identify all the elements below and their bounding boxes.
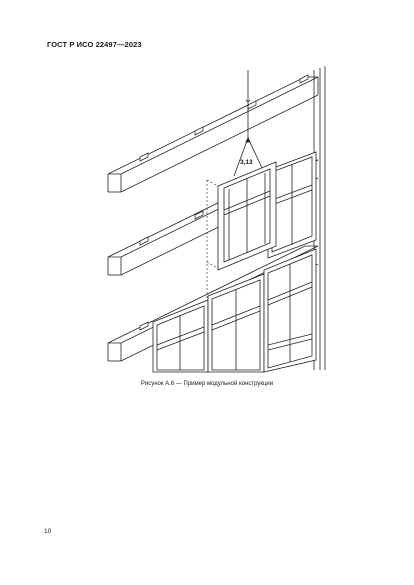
page-number: 10 (44, 528, 52, 535)
lifted-module (218, 162, 276, 270)
figure-caption: Рисунок А.6 — Пример модульной конструкции (140, 381, 274, 387)
dimension-guides (207, 180, 218, 300)
dimension-label: 3,13 (240, 159, 253, 166)
standard-header: ГОСТ Р ИСО 22497—2023 (47, 40, 142, 49)
